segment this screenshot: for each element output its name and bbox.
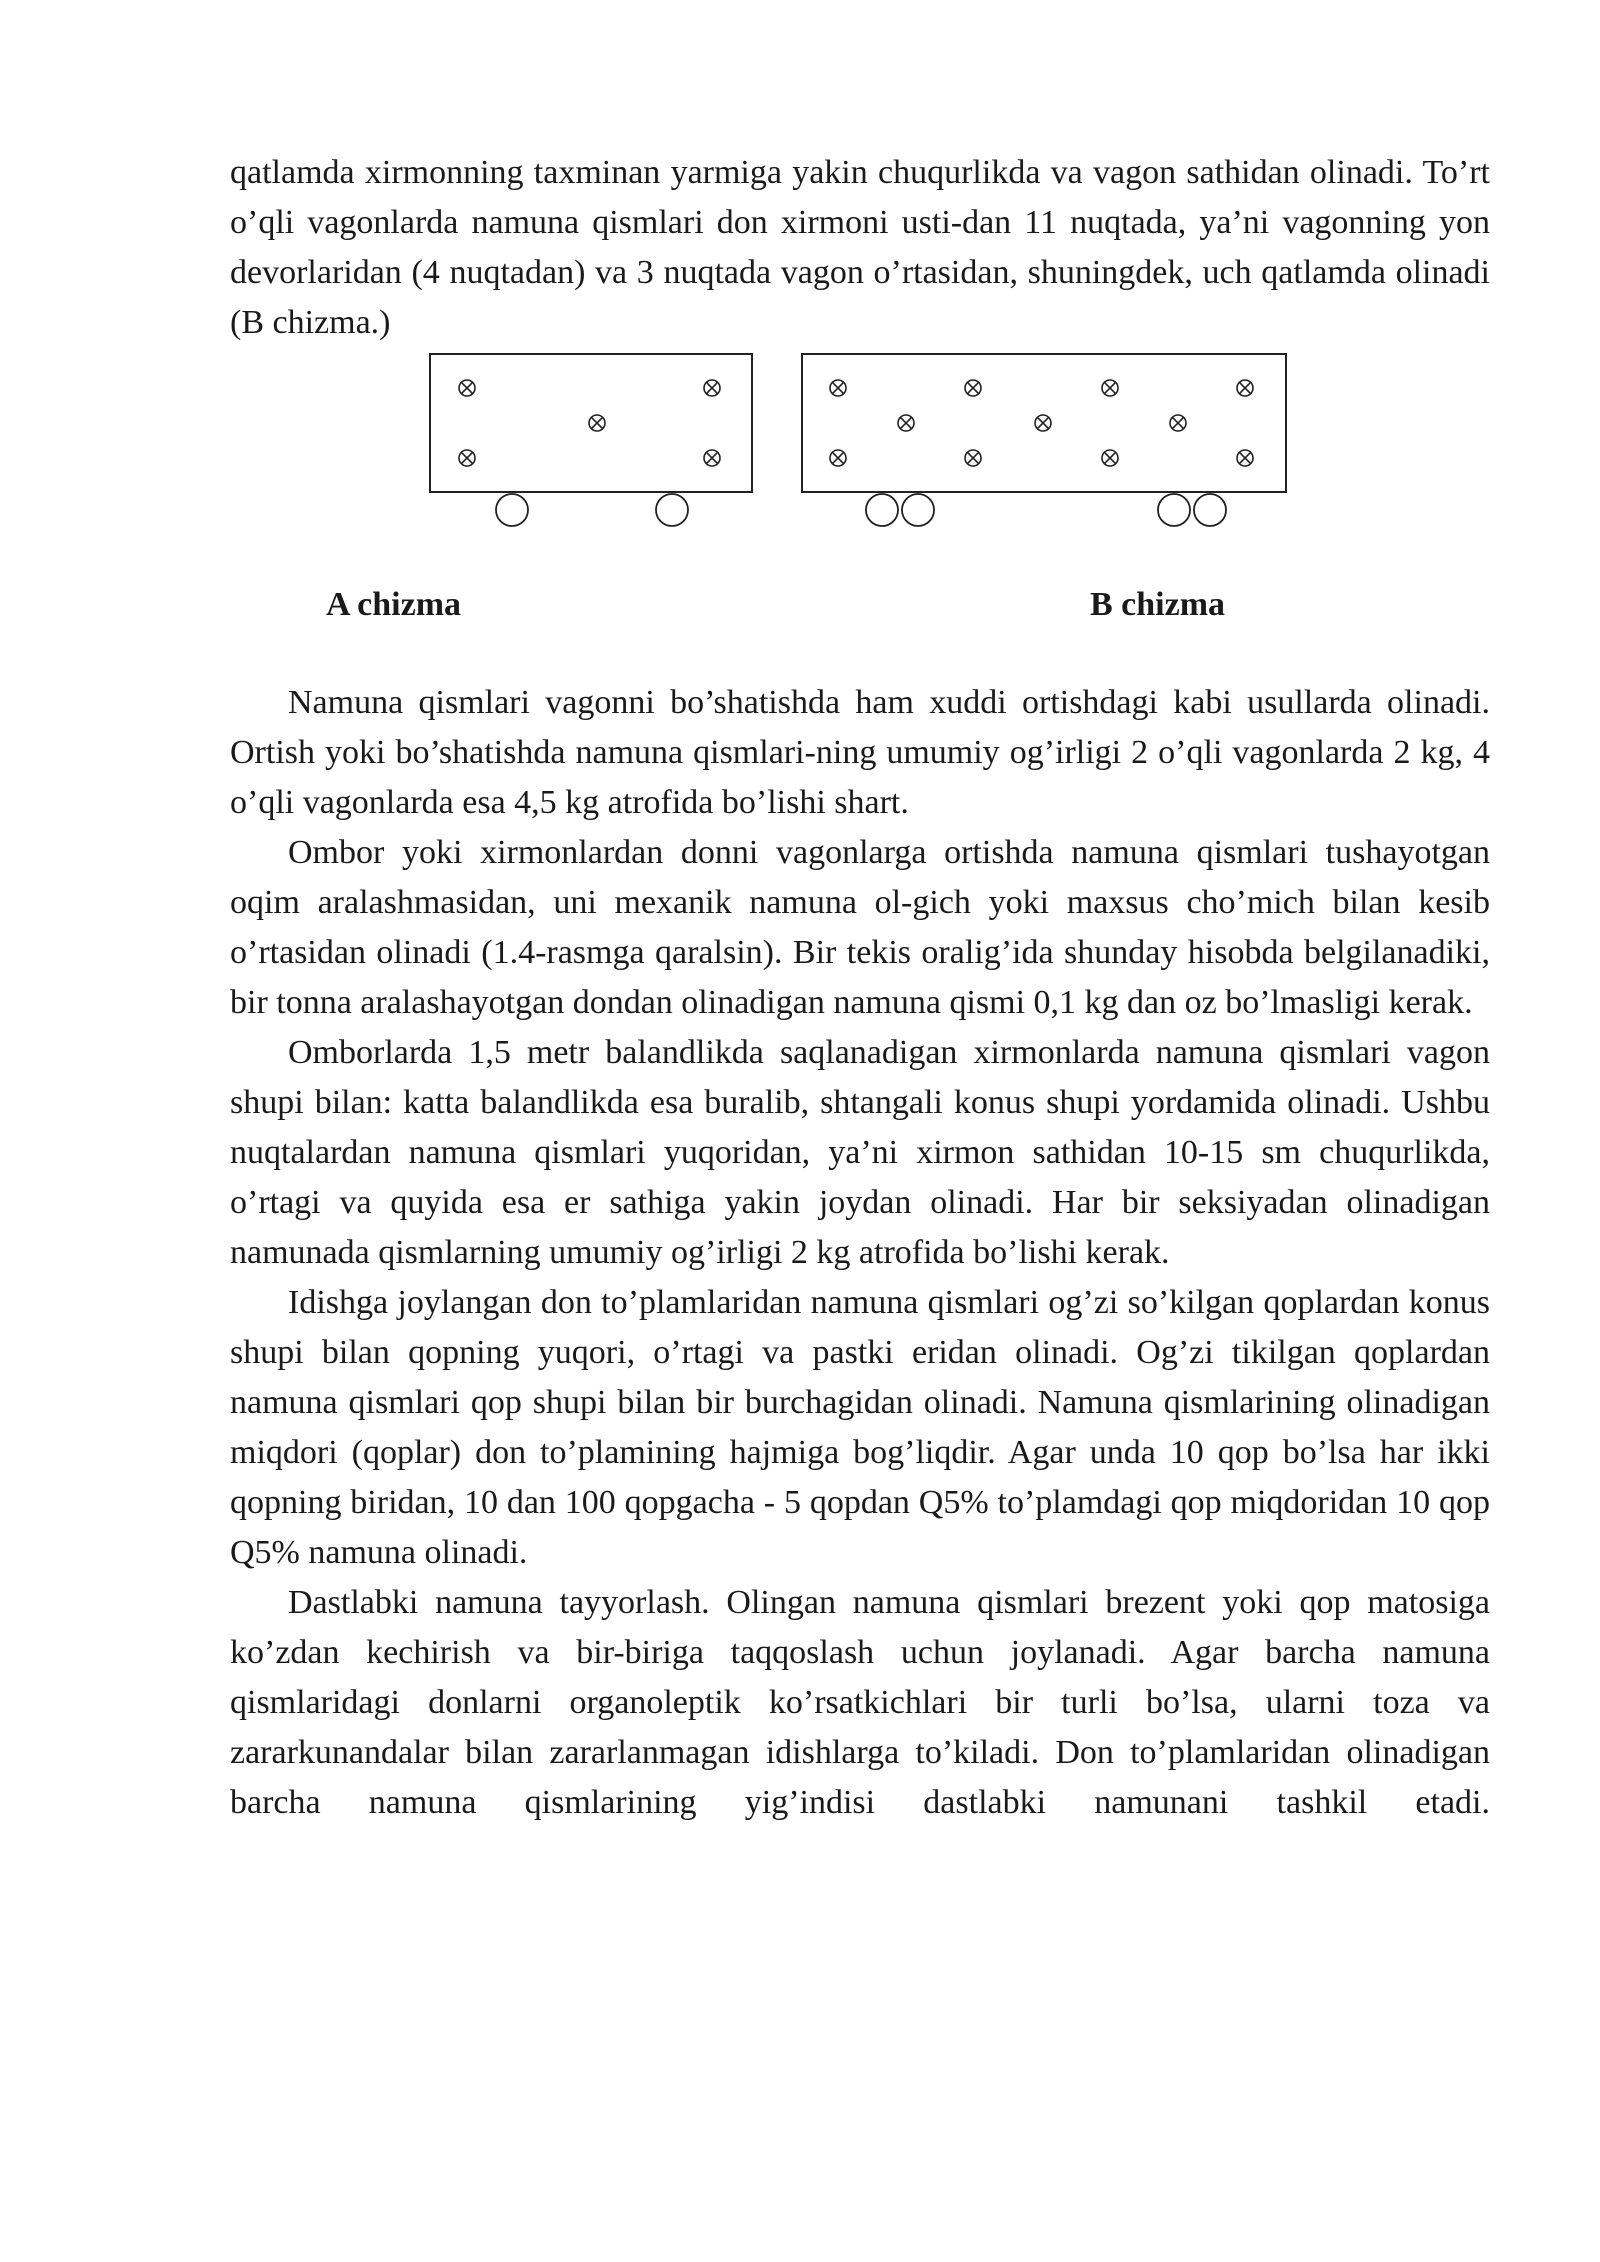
sample-point-icon <box>1102 380 1118 396</box>
wagon-a-body <box>430 354 752 492</box>
document-page <box>230 148 1490 1828</box>
wheel-icon <box>866 494 898 526</box>
wheel-icon <box>1194 494 1226 526</box>
sample-point-icon <box>830 380 846 396</box>
wheel-icon <box>656 494 688 526</box>
sample-point-icon <box>459 380 475 396</box>
sample-point-icon <box>965 380 981 396</box>
wagon-figures <box>230 348 1490 678</box>
wheel-icon <box>902 494 934 526</box>
wheel-icon <box>1158 494 1190 526</box>
paragraph-3: Ombor yoki xirmonlardan donni vagonlarga ortishda namuna qismlari tushayotgan oqim aralashmasidan, uni mexanik namuna ol-gich yoki maxsus cho’mich bilan kesib o’rtasidan olinadi (1.4-rasmga qaralsin). Bir tekis oralig’ida shunday hisobda belgilanadiki, bir tonna aralashayotgan dondan olinadigan namuna qismi 0,1 kg dan oz bo’lmasligi kerak. <box>230 834 1490 1021</box>
paragraph-4: Omborlarda 1,5 metr balandlikda saqlanadigan xirmonlarda namuna qismlari vagon shupi bilan: katta balandlikda esa buralib, shtangali konus shupi yordamida olinadi. Ushbu nuqtalardan namuna qismlari yuqoridan, ya’ni xirmon sathidan 10-15 sm chuqurlikda, o’rtagi va quyida esa er sathiga yakin joydan olinadi. Har bir seksiyadan olinadigan namunada qismlarning umumiy og’irligi 2 kg atrofida bo’lishi kerak. <box>230 1034 1490 1271</box>
sample-point-icon <box>898 415 914 431</box>
sample-point-icon <box>1237 380 1253 396</box>
paragraph-2: Namuna qismlari vagonni bo’shatishda ham xuddi ortishdagi kabi usullarda olinadi. Ortish yoki bo’shatishda namuna qismlari-ning umumiy og’irligi 2 o’qli vagonlarda 2 kg, 4 o’qli vagonlarda esa 4,5 kg atrofida bo’lishi shart. <box>230 684 1490 821</box>
caption-b: B chizma <box>1090 586 1226 623</box>
sample-point-icon <box>459 450 475 466</box>
wheel-icon <box>496 494 528 526</box>
sample-point-icon <box>1237 450 1253 466</box>
sample-point-icon <box>1102 450 1118 466</box>
sample-point-icon <box>704 380 720 396</box>
sample-point-icon <box>965 450 981 466</box>
paragraph-1: qatlamda xirmonning taxminan yarmiga yakin chuqurlikda va vagon sathidan olinadi. To’rt o’qli vagonlarda namuna qismlari don xirmoni usti-dan 11 nuqtada, ya’ni vagonning yon devorlaridan (4 nuqtadan) va 3 nuqtada vagon o’rtasidan, shuningdek, uch qatlamda olinadi (B chizma.) <box>230 154 1490 341</box>
sample-point-icon <box>1035 415 1051 431</box>
paragraph-5: Idishga joylangan don to’plamlaridan namuna qismlari og’zi so’kilgan qoplardan konus shupi bilan qopning yuqori, o’rtagi va pastki eridan olinadi. Og’zi tikilgan qoplardan namuna qismlari qop shupi bilan bir burchagidan olinadi. Namuna qismlarining olinadigan miqdori (qoplar) don to’plamining hajmiga bog’liqdir. Agar unda 10 qop bo’lsa har ikki qopning biridan, 10 dan 100 qopgacha - 5 qopdan Q5% to’plamdagi qop miqdoridan 10 qop Q5% namuna olinadi. <box>230 1284 1490 1571</box>
sample-point-icon <box>830 450 846 466</box>
paragraph-6: Dastlabki namuna tayyorlash. Olingan namuna qismlari brezent yoki qop matosiga ko’zdan kechirish va bir-biriga taqqoslash uchun joylanadi. Agar barcha namuna qismlaridagi donlarni organoleptik ko’rsatkichlari bir turli bo’lsa, ularni toza va zararkunandalar bilan zararlanmagan idishlarga to’kiladi. Don to’plamlaridan olinadigan barcha namuna qismlarining yig’indisi dastlabki namunani tashkil etadi. <box>230 1584 1490 1821</box>
sample-point-icon <box>704 450 720 466</box>
sample-point-icon <box>1170 415 1186 431</box>
caption-a: A chizma <box>326 586 462 623</box>
wagon-diagrams <box>230 348 1490 678</box>
sample-point-icon <box>589 415 605 431</box>
figure-a-wagon <box>430 354 752 492</box>
